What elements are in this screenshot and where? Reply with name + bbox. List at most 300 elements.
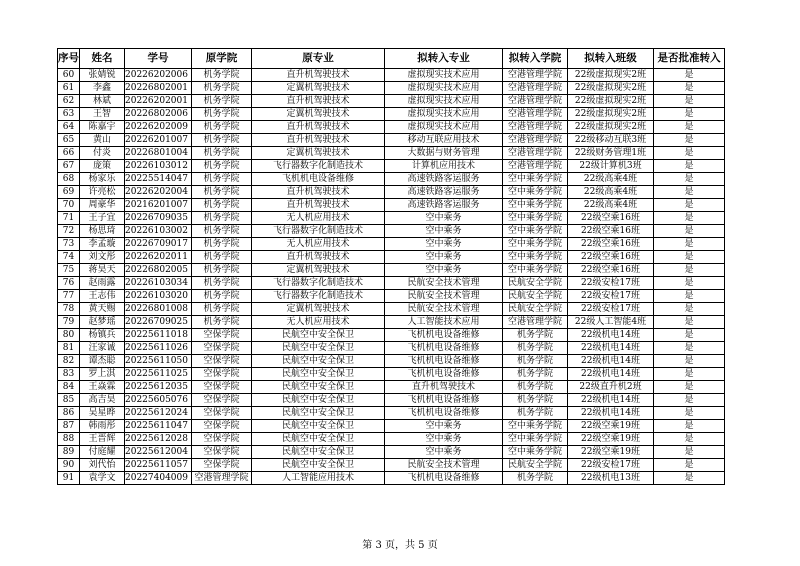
table-row bbox=[58, 420, 725, 433]
target-college-cell: 空中乘务学院 bbox=[503, 212, 568, 225]
original-college-cell: 机务学院 bbox=[192, 303, 252, 316]
target-class-cell: 22级虚拟现实2班 bbox=[568, 108, 654, 121]
seq-cell: 64 bbox=[58, 121, 80, 134]
seq-cell: 60 bbox=[58, 69, 80, 82]
approved-cell: 是 bbox=[654, 316, 725, 329]
table-row bbox=[58, 264, 725, 277]
table-row bbox=[58, 277, 725, 290]
original-college-cell: 空保学院 bbox=[192, 394, 252, 407]
original-college-cell: 机务学院 bbox=[192, 160, 252, 173]
target-major-cell: 虚拟现实技术应用 bbox=[385, 82, 503, 95]
name-cell: 杨思琦 bbox=[80, 225, 125, 238]
target-class-cell: 22级虚拟现实2班 bbox=[568, 95, 654, 108]
target-class-cell: 22级虚拟现实2班 bbox=[568, 82, 654, 95]
original-major-cell: 无人机应用技术 bbox=[252, 212, 385, 225]
target-major-cell: 飞机机电设备维修 bbox=[385, 472, 503, 485]
original-college-cell: 空保学院 bbox=[192, 368, 252, 381]
name-cell: 王智 bbox=[80, 108, 125, 121]
target-class-cell: 22级高乘4班 bbox=[568, 199, 654, 212]
target-major-cell: 空中乘务 bbox=[385, 433, 503, 446]
original-major-cell: 直升机驾驶技术 bbox=[252, 134, 385, 147]
seq-cell: 70 bbox=[58, 199, 80, 212]
name-cell: 李孟璇 bbox=[80, 238, 125, 251]
student-id-cell: 20226103020 bbox=[125, 290, 192, 303]
target-college-cell: 机务学院 bbox=[503, 355, 568, 368]
target-major-cell: 飞机机电设备维修 bbox=[385, 355, 503, 368]
original-college-cell: 机务学院 bbox=[192, 212, 252, 225]
approved-cell: 是 bbox=[654, 225, 725, 238]
target-major-cell: 飞机机电设备维修 bbox=[385, 342, 503, 355]
target-college-cell: 空中乘务学院 bbox=[503, 238, 568, 251]
target-major-cell: 民航安全技术管理 bbox=[385, 303, 503, 316]
target-class-cell: 22级空乘16班 bbox=[568, 251, 654, 264]
original-college-cell: 空保学院 bbox=[192, 433, 252, 446]
original-major-cell: 定翼机驾驶技术 bbox=[252, 82, 385, 95]
student-id-cell: 20227404009 bbox=[125, 472, 192, 485]
name-cell: 许亮松 bbox=[80, 186, 125, 199]
target-college-cell: 机务学院 bbox=[503, 381, 568, 394]
target-college-cell: 空港管理学院 bbox=[503, 316, 568, 329]
seq-cell: 76 bbox=[58, 277, 80, 290]
original-college-cell: 空港管理学院 bbox=[192, 472, 252, 485]
target-college-cell: 空中乘务学院 bbox=[503, 173, 568, 186]
original-major-cell: 定翼机驾驶技术 bbox=[252, 303, 385, 316]
student-id-cell: 20225611047 bbox=[125, 420, 192, 433]
original-major-cell: 民航空中安全保卫 bbox=[252, 329, 385, 342]
target-major-cell: 高速铁路客运服务 bbox=[385, 199, 503, 212]
target-college-cell: 空中乘务学院 bbox=[503, 446, 568, 459]
seq-cell: 82 bbox=[58, 355, 80, 368]
student-id-cell: 20225611026 bbox=[125, 342, 192, 355]
approved-cell: 是 bbox=[654, 420, 725, 433]
seq-cell: 69 bbox=[58, 186, 80, 199]
name-cell: 王子宜 bbox=[80, 212, 125, 225]
name-cell: 黄天赐 bbox=[80, 303, 125, 316]
original-major-cell: 直升机驾驶技术 bbox=[252, 251, 385, 264]
target-major-cell: 计算机应用技术 bbox=[385, 160, 503, 173]
name-cell: 付庭耀 bbox=[80, 446, 125, 459]
seq-cell: 79 bbox=[58, 316, 80, 329]
seq-cell: 75 bbox=[58, 264, 80, 277]
seq-cell: 73 bbox=[58, 238, 80, 251]
original-college-cell: 空保学院 bbox=[192, 355, 252, 368]
target-class-cell: 22级虚拟现实2班 bbox=[568, 121, 654, 134]
approved-cell: 是 bbox=[654, 381, 725, 394]
original-major-cell: 民航空中安全保卫 bbox=[252, 394, 385, 407]
table-row bbox=[58, 446, 725, 459]
target-major-cell: 空中乘务 bbox=[385, 264, 503, 277]
target-college-cell: 民航安全学院 bbox=[503, 459, 568, 472]
table-header-row bbox=[58, 49, 725, 69]
target-class-cell: 22级计算机3班 bbox=[568, 160, 654, 173]
original-major-cell: 定翼机驾驶技术 bbox=[252, 108, 385, 121]
target-major-cell: 移动互联应用技术 bbox=[385, 134, 503, 147]
target-college-cell: 机务学院 bbox=[503, 407, 568, 420]
seq-cell: 68 bbox=[58, 173, 80, 186]
original-college-cell: 机务学院 bbox=[192, 290, 252, 303]
original-college-cell: 机务学院 bbox=[192, 147, 252, 160]
original-college-cell: 机务学院 bbox=[192, 199, 252, 212]
approved-cell: 是 bbox=[654, 186, 725, 199]
seq-cell: 67 bbox=[58, 160, 80, 173]
table-row bbox=[58, 238, 725, 251]
original-major-cell: 人工智能应用技术 bbox=[252, 472, 385, 485]
original-major-cell: 民航空中安全保卫 bbox=[252, 433, 385, 446]
target-class-cell: 22级安检17班 bbox=[568, 459, 654, 472]
student-id-cell: 20226709017 bbox=[125, 238, 192, 251]
target-college-cell: 空港管理学院 bbox=[503, 108, 568, 121]
table-row bbox=[58, 82, 725, 95]
target-major-cell: 空中乘务 bbox=[385, 446, 503, 459]
approved-cell: 是 bbox=[654, 303, 725, 316]
original-major-cell: 直升机驾驶技术 bbox=[252, 95, 385, 108]
target-class-cell: 22级机电14班 bbox=[568, 355, 654, 368]
student-id-cell: 20226709035 bbox=[125, 212, 192, 225]
original-college-cell: 机务学院 bbox=[192, 121, 252, 134]
original-major-cell: 无人机应用技术 bbox=[252, 238, 385, 251]
table-row bbox=[58, 368, 725, 381]
name-cell: 袁学文 bbox=[80, 472, 125, 485]
name-cell: 杨镇兵 bbox=[80, 329, 125, 342]
approved-cell: 是 bbox=[654, 394, 725, 407]
name-cell: 赵雨露 bbox=[80, 277, 125, 290]
student-id-cell: 20226103034 bbox=[125, 277, 192, 290]
table-row bbox=[58, 121, 725, 134]
name-cell: 刘代怡 bbox=[80, 459, 125, 472]
target-college-cell: 空港管理学院 bbox=[503, 69, 568, 82]
transfer-approval-table bbox=[57, 48, 725, 485]
approved-cell: 是 bbox=[654, 134, 725, 147]
seq-cell: 62 bbox=[58, 95, 80, 108]
student-id-cell: 20225612028 bbox=[125, 433, 192, 446]
target-major-cell: 高速铁路客运服务 bbox=[385, 173, 503, 186]
seq-cell: 61 bbox=[58, 82, 80, 95]
target-major-cell: 空中乘务 bbox=[385, 251, 503, 264]
student-id-cell: 20225514047 bbox=[125, 173, 192, 186]
target-college-cell: 空港管理学院 bbox=[503, 121, 568, 134]
original-major-cell: 民航空中安全保卫 bbox=[252, 407, 385, 420]
target-class-cell: 22级安检17班 bbox=[568, 277, 654, 290]
student-id-cell: 20226202009 bbox=[125, 121, 192, 134]
table-row bbox=[58, 316, 725, 329]
header-target-major: 拟转入专业 bbox=[385, 49, 503, 69]
original-major-cell: 飞行器数字化制造技术 bbox=[252, 160, 385, 173]
name-cell: 刘文彤 bbox=[80, 251, 125, 264]
target-college-cell: 机务学院 bbox=[503, 368, 568, 381]
approved-cell: 是 bbox=[654, 251, 725, 264]
original-college-cell: 机务学院 bbox=[192, 134, 252, 147]
target-major-cell: 飞机机电设备维修 bbox=[385, 368, 503, 381]
original-college-cell: 机务学院 bbox=[192, 108, 252, 121]
original-college-cell: 机务学院 bbox=[192, 95, 252, 108]
original-college-cell: 空保学院 bbox=[192, 407, 252, 420]
table-row bbox=[58, 459, 725, 472]
approved-cell: 是 bbox=[654, 277, 725, 290]
seq-cell: 85 bbox=[58, 394, 80, 407]
student-id-cell: 20225611050 bbox=[125, 355, 192, 368]
target-college-cell: 空港管理学院 bbox=[503, 160, 568, 173]
target-class-cell: 22级空乘19班 bbox=[568, 433, 654, 446]
target-college-cell: 机务学院 bbox=[503, 342, 568, 355]
approved-cell: 是 bbox=[654, 368, 725, 381]
seq-cell: 71 bbox=[58, 212, 80, 225]
original-major-cell: 定翼机驾驶技术 bbox=[252, 147, 385, 160]
approved-cell: 是 bbox=[654, 459, 725, 472]
student-id-cell: 20226802006 bbox=[125, 108, 192, 121]
name-cell: 杨家乐 bbox=[80, 173, 125, 186]
seq-cell: 87 bbox=[58, 420, 80, 433]
original-major-cell: 民航空中安全保卫 bbox=[252, 446, 385, 459]
target-class-cell: 22级直升机2班 bbox=[568, 381, 654, 394]
student-id-cell: 20226801004 bbox=[125, 147, 192, 160]
name-cell: 王志伟 bbox=[80, 290, 125, 303]
original-major-cell: 飞行器数字化制造技术 bbox=[252, 277, 385, 290]
target-major-cell: 飞机机电设备维修 bbox=[385, 394, 503, 407]
original-major-cell: 民航空中安全保卫 bbox=[252, 459, 385, 472]
student-id-cell: 20226802001 bbox=[125, 82, 192, 95]
approved-cell: 是 bbox=[654, 472, 725, 485]
target-college-cell: 空中乘务学院 bbox=[503, 199, 568, 212]
target-class-cell: 22级虚拟现实2班 bbox=[568, 69, 654, 82]
target-college-cell: 机务学院 bbox=[503, 329, 568, 342]
seq-cell: 63 bbox=[58, 108, 80, 121]
table-row bbox=[58, 251, 725, 264]
table-row bbox=[58, 433, 725, 446]
table-row bbox=[58, 407, 725, 420]
target-college-cell: 空港管理学院 bbox=[503, 82, 568, 95]
seq-cell: 72 bbox=[58, 225, 80, 238]
target-college-cell: 民航安全学院 bbox=[503, 303, 568, 316]
name-cell: 林斌 bbox=[80, 95, 125, 108]
target-major-cell: 虚拟现实技术应用 bbox=[385, 121, 503, 134]
target-class-cell: 22级安检17班 bbox=[568, 303, 654, 316]
target-class-cell: 22级机电14班 bbox=[568, 342, 654, 355]
seq-cell: 89 bbox=[58, 446, 80, 459]
target-college-cell: 空中乘务学院 bbox=[503, 420, 568, 433]
approved-cell: 是 bbox=[654, 108, 725, 121]
target-college-cell: 空中乘务学院 bbox=[503, 264, 568, 277]
target-college-cell: 空港管理学院 bbox=[503, 147, 568, 160]
original-major-cell: 飞行器数字化制造技术 bbox=[252, 225, 385, 238]
original-major-cell: 直升机驾驶技术 bbox=[252, 69, 385, 82]
target-college-cell: 民航安全学院 bbox=[503, 290, 568, 303]
original-college-cell: 机务学院 bbox=[192, 277, 252, 290]
target-college-cell: 空港管理学院 bbox=[503, 95, 568, 108]
original-major-cell: 直升机驾驶技术 bbox=[252, 199, 385, 212]
approved-cell: 是 bbox=[654, 238, 725, 251]
name-cell: 赵梦瑶 bbox=[80, 316, 125, 329]
student-id-cell: 20225612035 bbox=[125, 381, 192, 394]
approved-cell: 是 bbox=[654, 95, 725, 108]
student-id-cell: 20226802005 bbox=[125, 264, 192, 277]
student-id-cell: 20225612024 bbox=[125, 407, 192, 420]
original-college-cell: 机务学院 bbox=[192, 251, 252, 264]
seq-cell: 80 bbox=[58, 329, 80, 342]
original-college-cell: 机务学院 bbox=[192, 82, 252, 95]
approved-cell: 是 bbox=[654, 407, 725, 420]
name-cell: 汪家诚 bbox=[80, 342, 125, 355]
seq-cell: 74 bbox=[58, 251, 80, 264]
target-class-cell: 22级机电13班 bbox=[568, 472, 654, 485]
original-college-cell: 空保学院 bbox=[192, 446, 252, 459]
header-student-id: 学号 bbox=[125, 49, 192, 69]
target-college-cell: 空中乘务学院 bbox=[503, 433, 568, 446]
seq-cell: 78 bbox=[58, 303, 80, 316]
approved-cell: 是 bbox=[654, 329, 725, 342]
table-row bbox=[58, 394, 725, 407]
target-class-cell: 22级高乘4班 bbox=[568, 186, 654, 199]
target-major-cell: 虚拟现实技术应用 bbox=[385, 69, 503, 82]
table-row bbox=[58, 381, 725, 394]
seq-cell: 86 bbox=[58, 407, 80, 420]
target-major-cell: 空中乘务 bbox=[385, 225, 503, 238]
approved-cell: 是 bbox=[654, 147, 725, 160]
target-major-cell: 直升机驾驶技术 bbox=[385, 381, 503, 394]
target-major-cell: 飞机机电设备维修 bbox=[385, 329, 503, 342]
seq-cell: 88 bbox=[58, 433, 80, 446]
original-major-cell: 直升机驾驶技术 bbox=[252, 121, 385, 134]
seq-cell: 77 bbox=[58, 290, 80, 303]
student-id-cell: 20225611025 bbox=[125, 368, 192, 381]
table-row bbox=[58, 69, 725, 82]
target-class-cell: 22级空乘16班 bbox=[568, 225, 654, 238]
target-major-cell: 大数据与财务管理 bbox=[385, 147, 503, 160]
seq-cell: 65 bbox=[58, 134, 80, 147]
target-college-cell: 空港管理学院 bbox=[503, 134, 568, 147]
target-college-cell: 空中乘务学院 bbox=[503, 186, 568, 199]
table-row bbox=[58, 199, 725, 212]
name-cell: 蒋昊天 bbox=[80, 264, 125, 277]
table-row bbox=[58, 108, 725, 121]
page-footer: 第 3 页，共 5 页 bbox=[362, 540, 438, 551]
student-id-cell: 20226201007 bbox=[125, 134, 192, 147]
approved-cell: 是 bbox=[654, 69, 725, 82]
name-cell: 黄山 bbox=[80, 134, 125, 147]
target-class-cell: 22级空乘16班 bbox=[568, 212, 654, 225]
target-class-cell: 22级人工智能4班 bbox=[568, 316, 654, 329]
table-body bbox=[58, 69, 725, 485]
target-major-cell: 高速铁路客运服务 bbox=[385, 186, 503, 199]
approved-cell: 是 bbox=[654, 121, 725, 134]
approved-cell: 是 bbox=[654, 212, 725, 225]
student-id-cell: 20225611018 bbox=[125, 329, 192, 342]
original-major-cell: 民航空中安全保卫 bbox=[252, 355, 385, 368]
original-college-cell: 机务学院 bbox=[192, 69, 252, 82]
target-class-cell: 22级安检17班 bbox=[568, 290, 654, 303]
approved-cell: 是 bbox=[654, 446, 725, 459]
target-major-cell: 民航安全技术管理 bbox=[385, 459, 503, 472]
target-major-cell: 空中乘务 bbox=[385, 238, 503, 251]
table-row bbox=[58, 342, 725, 355]
target-major-cell: 人工智能技术应用 bbox=[385, 316, 503, 329]
original-major-cell: 直升机驾驶技术 bbox=[252, 186, 385, 199]
seq-cell: 90 bbox=[58, 459, 80, 472]
original-major-cell: 民航空中安全保卫 bbox=[252, 420, 385, 433]
seq-cell: 91 bbox=[58, 472, 80, 485]
approved-cell: 是 bbox=[654, 160, 725, 173]
name-cell: 王焱霖 bbox=[80, 381, 125, 394]
original-college-cell: 机务学院 bbox=[192, 186, 252, 199]
header-target-college: 拟转入学院 bbox=[503, 49, 568, 69]
original-college-cell: 机务学院 bbox=[192, 225, 252, 238]
name-cell: 吴星晔 bbox=[80, 407, 125, 420]
student-id-cell: 20226202006 bbox=[125, 69, 192, 82]
target-college-cell: 民航安全学院 bbox=[503, 277, 568, 290]
student-id-cell: 20226103012 bbox=[125, 160, 192, 173]
target-class-cell: 22级机电14班 bbox=[568, 368, 654, 381]
target-class-cell: 22级机电14班 bbox=[568, 394, 654, 407]
name-cell: 周豪华 bbox=[80, 199, 125, 212]
student-id-cell: 20225605076 bbox=[125, 394, 192, 407]
target-class-cell: 22级财务管理1班 bbox=[568, 147, 654, 160]
original-college-cell: 空保学院 bbox=[192, 329, 252, 342]
header-seq: 序号 bbox=[58, 49, 80, 69]
approved-cell: 是 bbox=[654, 290, 725, 303]
table-row bbox=[58, 186, 725, 199]
student-id-cell: 20226202011 bbox=[125, 251, 192, 264]
original-major-cell: 民航空中安全保卫 bbox=[252, 342, 385, 355]
original-college-cell: 空保学院 bbox=[192, 459, 252, 472]
target-major-cell: 民航安全技术管理 bbox=[385, 277, 503, 290]
target-major-cell: 虚拟现实技术应用 bbox=[385, 95, 503, 108]
table-row bbox=[58, 95, 725, 108]
student-id-cell: 20226202001 bbox=[125, 95, 192, 108]
approved-cell: 是 bbox=[654, 264, 725, 277]
original-college-cell: 空保学院 bbox=[192, 420, 252, 433]
original-major-cell: 定翼机驾驶技术 bbox=[252, 264, 385, 277]
student-id-cell: 20216201007 bbox=[125, 199, 192, 212]
target-class-cell: 22级空乘19班 bbox=[568, 420, 654, 433]
target-major-cell: 民航安全技术管理 bbox=[385, 290, 503, 303]
target-class-cell: 22级空乘16班 bbox=[568, 264, 654, 277]
original-college-cell: 机务学院 bbox=[192, 316, 252, 329]
name-cell: 张婧锐 bbox=[80, 69, 125, 82]
table-row bbox=[58, 290, 725, 303]
target-college-cell: 空中乘务学院 bbox=[503, 225, 568, 238]
name-cell: 韩雨彤 bbox=[80, 420, 125, 433]
student-id-cell: 20226103002 bbox=[125, 225, 192, 238]
student-id-cell: 20226202004 bbox=[125, 186, 192, 199]
header-target-class: 拟转入班级 bbox=[568, 49, 654, 69]
header-name: 姓名 bbox=[80, 49, 125, 69]
student-id-cell: 20225611057 bbox=[125, 459, 192, 472]
transfer-table-sheet bbox=[57, 48, 725, 485]
target-class-cell: 22级移动互联3班 bbox=[568, 134, 654, 147]
approved-cell: 是 bbox=[654, 355, 725, 368]
name-cell: 陈嘉宇 bbox=[80, 121, 125, 134]
table-row bbox=[58, 134, 725, 147]
original-major-cell: 民航空中安全保卫 bbox=[252, 368, 385, 381]
target-class-cell: 22级机电14班 bbox=[568, 407, 654, 420]
original-major-cell: 无人机应用技术 bbox=[252, 316, 385, 329]
target-class-cell: 22级高乘4班 bbox=[568, 173, 654, 186]
header-approved: 是否批准转入 bbox=[654, 49, 725, 69]
student-id-cell: 20226801008 bbox=[125, 303, 192, 316]
original-college-cell: 机务学院 bbox=[192, 173, 252, 186]
target-class-cell: 22级机电14班 bbox=[568, 329, 654, 342]
table-row bbox=[58, 329, 725, 342]
approved-cell: 是 bbox=[654, 342, 725, 355]
table-row bbox=[58, 303, 725, 316]
approved-cell: 是 bbox=[654, 433, 725, 446]
original-major-cell: 民航空中安全保卫 bbox=[252, 381, 385, 394]
header-original-major: 原专业 bbox=[252, 49, 385, 69]
table-row bbox=[58, 225, 725, 238]
student-id-cell: 20226709025 bbox=[125, 316, 192, 329]
approved-cell: 是 bbox=[654, 82, 725, 95]
name-cell: 罗上淇 bbox=[80, 368, 125, 381]
target-major-cell: 飞机机电设备维修 bbox=[385, 407, 503, 420]
